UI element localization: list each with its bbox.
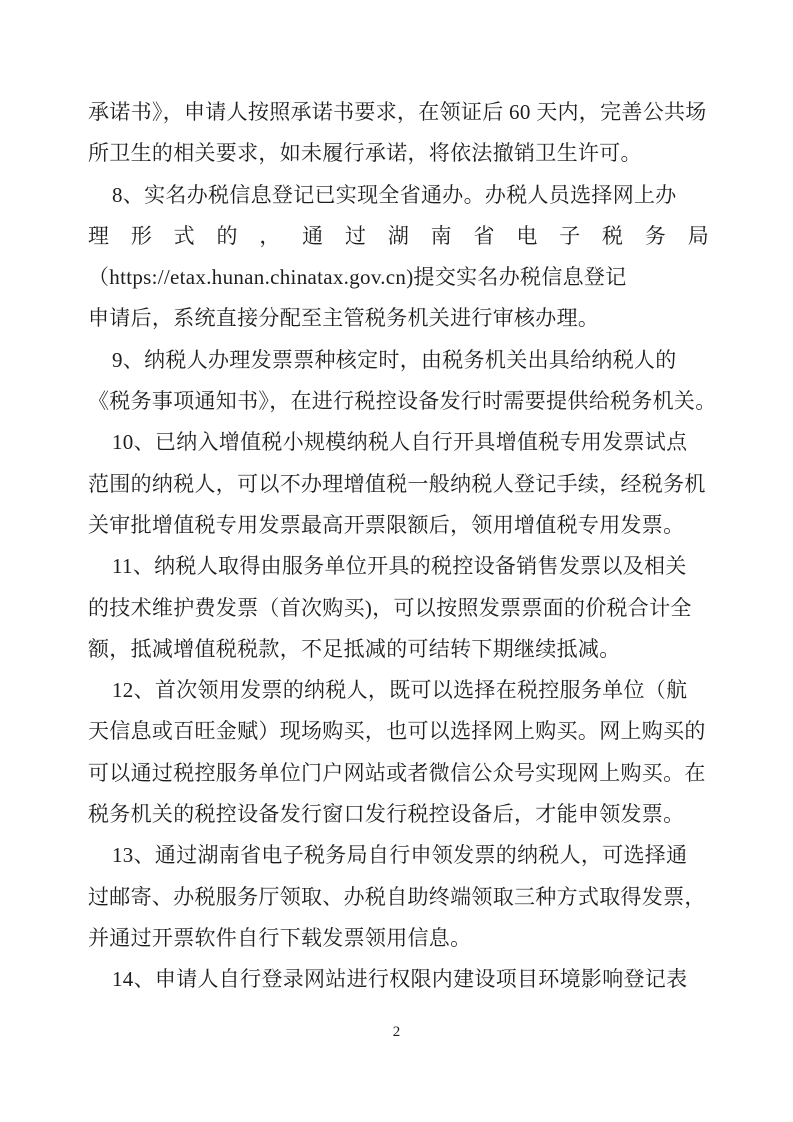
text-line: 13、通过湖南省电子税务局自行申领发票的纳税人，可选择通: [112, 843, 688, 868]
text-line: 《税务事项通知书》，在进行税控设备发行时需要提供给税务机关。: [88, 389, 717, 414]
text-line: 所卫生的相关要求，如未履行承诺，将依法撤销卫生许可。: [88, 141, 642, 166]
page-number: 2: [392, 1024, 401, 1040]
text-line: 承诺书》，申请人按照承诺书要求，在领证后 60 天内，完善公共场: [88, 100, 707, 124]
text-line-url: （https://etax.hunan.chinatax.gov.cn)提交实名办税信息登记: [88, 265, 627, 290]
text-line: 过邮寄、办税服务厅领取、办税自助终端领取三种方式取得发票，: [88, 884, 706, 909]
text-line: 的技术维护费发票（首次购买)，可以按照发票票面的价税合计全: [88, 595, 692, 620]
text-line: 额，抵减增值税税款，不足抵减的可结转下期继续抵减。: [88, 636, 621, 661]
text-line: 10、已纳入增值税小规模纳税人自行开具增值税专用发票试点: [112, 430, 688, 455]
document-text: [88, 92, 717, 1001]
text-line: 天信息或百旺金赋）现场购买，也可以选择网上购买。网上购买的: [88, 719, 706, 744]
text-line: 12、首次领用发票的纳税人，既可以选择在税控服务单位（航: [112, 678, 688, 703]
text-line: 范围的纳税人，可以不办理增值税一般纳税人登记手续，经税务机: [88, 471, 706, 496]
text-line: 可以通过税控服务单位门户网站或者微信公众号实现网上购买。在: [88, 760, 706, 785]
text-line: 理 形 式 的 ， 通 过 湖 南 省 电 子 税 务 局: [88, 223, 709, 248]
text-line: 并通过开票软件自行下载发票领用信息。: [88, 925, 472, 950]
text-line: 税务机关的税控设备发行窗口发行税控设备后，才能申领发票。: [88, 802, 685, 827]
text-line: 9、纳税人办理发票票种核定时，由税务机关出具给纳税人的: [112, 347, 677, 372]
text-line: 申请后，系统直接分配至主管税务机关进行审核办理。: [88, 306, 600, 331]
text-line: 14、申请人自行登录网站进行权限内建设项目环境影响登记表: [112, 967, 688, 992]
text-line: 11、纳税人取得由服务单位开具的税控设备销售发票以及相关: [112, 554, 687, 579]
text-line: 8、实名办税信息登记已实现全省通办。办税人员选择网上办: [112, 182, 677, 207]
text-line: 关审批增值税专用发票最高开票限额后，领用增值税专用发票。: [88, 512, 685, 537]
